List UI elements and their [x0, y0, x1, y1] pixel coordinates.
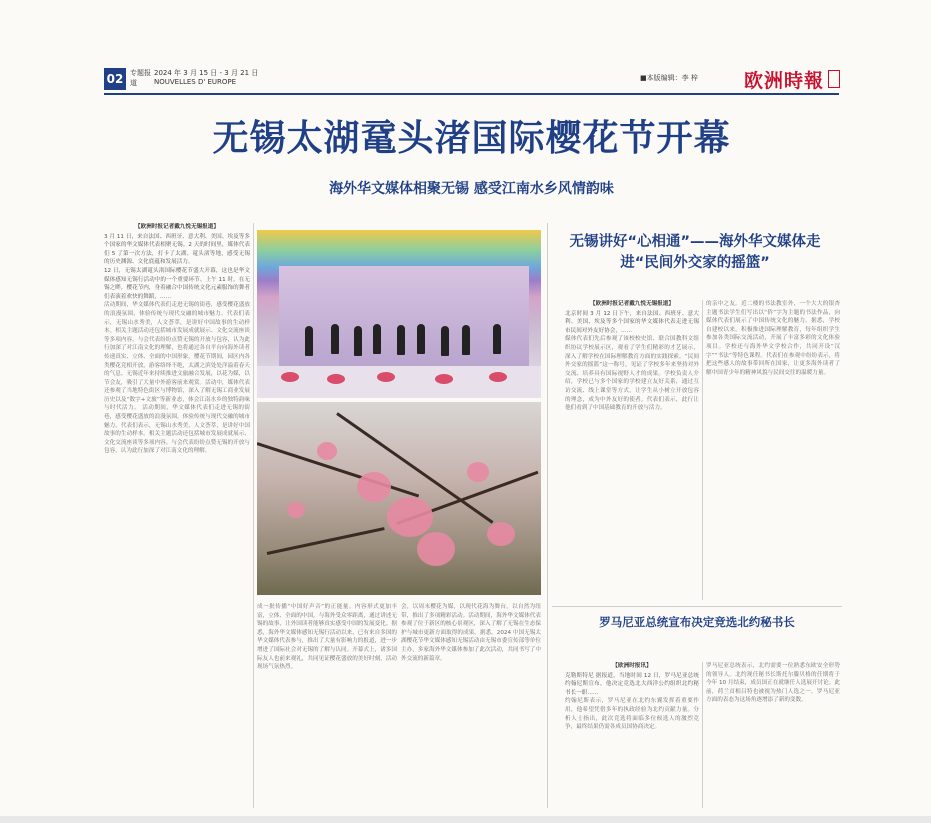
article-divider [552, 606, 842, 607]
branch [257, 442, 419, 497]
flower-arrangement [327, 374, 345, 384]
right-article-2-col-a [565, 662, 699, 808]
edition-name: NOUVELLES D' EUROPE [154, 78, 237, 86]
flower-arrangement [435, 374, 453, 384]
opening-ceremony-photo [257, 230, 541, 398]
issue-date-range: 2024 年 3 月 15 日 - 3 月 21 日 [154, 69, 259, 77]
section-label: 专题报道 [130, 69, 151, 87]
blossom [387, 497, 433, 537]
page-bottom-bar [0, 816, 931, 823]
right-article-1-col-a [565, 300, 699, 600]
issue-dates [154, 69, 258, 87]
left-paragraph-2: 12 日，无锡太湖鼋头渚国际樱花节盛大开幕，这也是华文媒体感知无锡行活动中的一个重要环节。上午 11 时，在无锡之畔，樱花节内，身着融合中国传统文化元素服饰的舞者们表演着欢快的舞蹈，…… [104, 267, 250, 300]
column-rule [702, 300, 703, 600]
blossom [287, 502, 305, 518]
blossom [467, 462, 489, 482]
right-article-2-col-b [706, 662, 840, 808]
guest-figure [493, 324, 501, 354]
header-rule [104, 93, 839, 95]
middle-text-a: 成一批传播“中国好声音”的正能量。内容形式更加丰富，立体、全面的中国。与海外受众零距离，通过讲述无锡的故事，让外国读者能够真实感受中国的发展变化。据悉，海外华文媒体感知无锡行活动以来，已有来自多国的华文媒体代表参与，推出了大量有影响力的报道，进一步增进了国际社会对无锡的了解与认同。开幕式上，诸多国际友人也前来观礼，共同见证樱花盛放的美好时刻，活动现场气氛热烈。 [257, 604, 397, 671]
stage-floor [257, 366, 541, 398]
guest-figure [462, 325, 470, 355]
right-article-2-body-b: 罗马尼亚总统表示，北约需要一位熟悉东欧安全形势的领导人。北约现任秘书长斯托尔滕贝格的任期将于今年 10 月结束，成员国正在就继任人选展开讨论。此前，荷兰首相吕特也被视为热门人选之一，罗马尼亚方面的表态为这场角逐增添了新的变数。 [706, 663, 840, 704]
right-article-1-body-b: 的亲中之友。近二楼的书法教室外，一个大大的银杏主题书法学生们写出以“侨”字为主题的书法作品，向媒体代表们展示了中国传统文化的魅力。据悉，学校自建校以来，积极推进国际理解教育，每年组织学生参加各类国际交流活动，开展了丰富多彩的文化体验项目。学校还与海外华文学校合作，共同开设“汉字”“书法”等特色课程。代表们在参观中纷纷表示，将把这些感人的故事带回所在国家，让更多海外读者了解中国青少年的精神风貌与民间交往的温暖力量。 [706, 301, 840, 376]
right-article-1-byline: 【欧洲时报记者戴九悦无锡报道】 [590, 301, 674, 307]
guest-figure [354, 326, 362, 356]
guest-figure [417, 324, 425, 354]
middle-article-column-a [257, 603, 397, 808]
right-article-2-body-a: 约翰尼斯表示，罗马尼亚在北约东翼发挥着重要作用，他希望凭借多年的执政经验为北约贡献力量。分析人士指出，此次竞选将面临多位候选人的激烈竞争，最终结果仍需各成员国协商决定。 [565, 698, 699, 731]
right-article-2-title: 罗马尼亚总统宣布决定竞选北约秘书长 [599, 615, 795, 629]
column-rule [547, 223, 548, 808]
page-number: 02 [104, 68, 126, 90]
right-article-2-lead: 克勒斯特尼 据报道，当地时间 12 日，罗马尼亚总统约翰尼斯宣布，他决定竞选北大西洋公约组织北约秘书长一职…… [565, 672, 699, 696]
right-article-1-title: 无锡讲好“心相通”——海外华文媒体走进“民间外交家的摇篮” [569, 234, 821, 271]
branch [267, 527, 385, 555]
right-article-1-col-b [706, 300, 840, 600]
column-rule [253, 223, 254, 808]
left-article-body: 活动期间，华文媒体代表们走进无锡的街巷，感受樱花盛放的浪漫氛围，体验传统与现代交融的城市魅力。代表们表示，无锡山水秀美，人文荟萃，是讲好中国故事的生动样本。相关主题活动还包括城市发展成就展示、文化交流座谈等多项内容。与会代表纷纷点赞无锡的开放与包容，认为此行加深了对江南文化的理解，也将通过各自平台向海外读者传递真实、立体、全面的中国形象。樱花节期间，园区内各类樱花竞相开放，游客络绎不绝，太湖之滨处处洋溢着春天的气息。无锡近年来持续推进文旅融合发展，以花为媒，以节会友，吸引了大量中外游客前来观赏。活动中，媒体代表还参观了当地特色街区与博物馆，深入了解无锡工商业发展历史以及“数字+文旅”等新业态，体会江南水乡的独特韵味与时代活力。 活动期间，华文媒体代表们走进无锡的街巷，感受樱花盛放的浪漫氛围，体验传统与现代交融的城市魅力。代表们表示，无锡山水秀美，人文荟萃，是讲好中国故事的生动样本。相关主题活动还包括城市发展成就展示、文化交流座谈等多项内容。与会代表纷纷点赞无锡的开放与包容，认为此行加深了对江南文化的理解。 [104, 302, 250, 455]
flower-arrangement [489, 372, 507, 382]
middle-text-b: 会，以周末樱花为媒，以现代花海为舞台，以自然为纽带，推出了多项精彩活动。活动期间，海外华文媒体代表参观了位于新区的核心景观区，深入了解了无锡在生态保护与城市更新方面取得的成果。据悉，2024 中国无锡太湖樱花节华文媒体感知无锡活动由无锡市委宣传部等单位主办，多家海外华文媒体参加了此次活动，共同书写了中外交流的新篇章。 [401, 604, 541, 662]
blossom [417, 532, 455, 566]
right-article-1-body-a: 媒体代表们先后参观了该校校史馆、联合国教科文组织协议学校展示区，观看了学生们精彩的才艺展示，深入了解学校在国际理解教育方面的实践探索。“民间外交家的摇篮”这一称号，见证了学校多年来坚持对外交流、培养具有国际视野人才的成果。学校负责人介绍，学校已与多个国家的学校建立友好关系，通过互访交流、线上课堂等方式，让学生从小树立开放包容的理念，成为中外友好的使者。代表们表示，此行让他们看到了中国基础教育的开放与活力。 [565, 336, 699, 412]
blossom [487, 522, 515, 546]
guest-figure [305, 326, 313, 356]
guest-figure [441, 326, 449, 356]
sub-headline: 海外华文媒体相聚无锡 感受江南水乡风情韵味 [329, 181, 614, 197]
guest-figure [373, 324, 381, 354]
masthead-badge [828, 70, 840, 88]
page-header [104, 64, 839, 92]
blossom [317, 442, 337, 460]
left-article-column [104, 223, 250, 808]
page-editor: ■本版编辑：李 梓 [640, 74, 698, 82]
column-rule [702, 662, 703, 808]
blossom [357, 472, 391, 502]
right-article-1-lead: 北京时间 3 月 12 日下午，来自法国、西班牙、意大利、美国、埃及等多个国家的华文媒体代表走进无锡市民间对外友好协会，…… [565, 310, 699, 334]
left-lead-paragraph: 3 月 11 日，来自法国、西班牙、意大利、美国、埃及等多个国家的华文媒体代表相聚无锡。2 天的时间里，媒体代表们 5 了第一次方法，打卡了太湖、鼋头渚等地，感受无锡的历史渊源、文化底蕴和发展活力。 [104, 233, 250, 266]
masthead-logo: 欧洲時報 [744, 70, 825, 92]
flower-arrangement [281, 372, 299, 382]
right-article-2-byline: 【欧洲时报讯】 [612, 663, 652, 669]
main-headline: 无锡太湖鼋头渚国际樱花节开幕 [212, 117, 731, 159]
middle-article-column-b [401, 603, 541, 808]
guest-figure [397, 325, 405, 355]
cherry-blossom-photo [257, 402, 541, 595]
left-byline: 【欧洲时报记者戴九悦无锡报道】 [135, 224, 219, 230]
flower-arrangement [377, 372, 395, 382]
guest-figure [331, 324, 339, 354]
